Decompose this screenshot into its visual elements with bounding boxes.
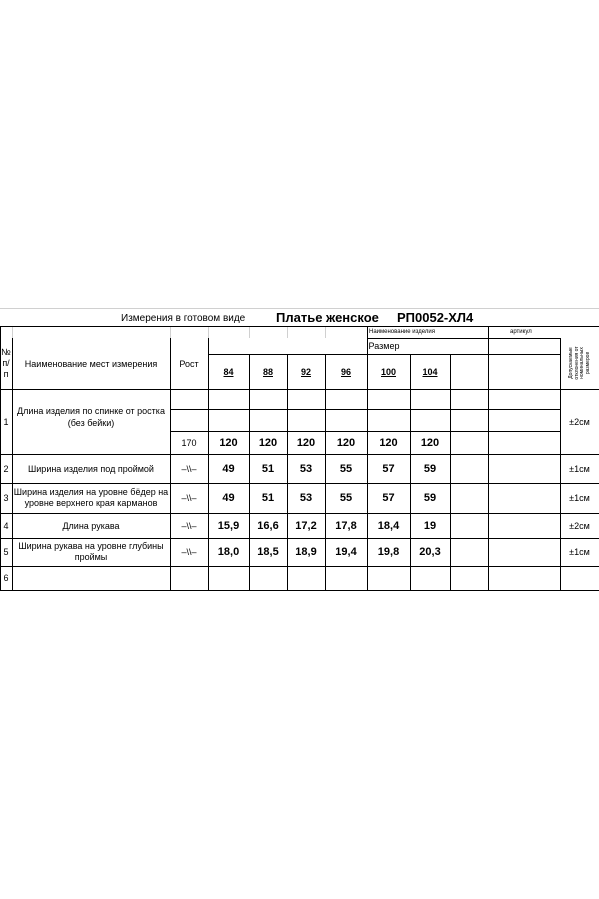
row-4-value: 17,8 (335, 519, 357, 532)
row-3-height: –\\– (181, 493, 197, 503)
article-code: РП0052-ХЛ4 (397, 310, 474, 325)
grid-line (12, 326, 13, 338)
size-100 (367, 362, 410, 382)
row-4-value: 19 (423, 519, 437, 532)
row-4-height: –\\– (181, 520, 197, 531)
row-3-value: 59 (423, 492, 437, 504)
size-84 (208, 362, 249, 382)
measure-label: Измерения в готовом виде (121, 313, 246, 324)
table-border (208, 354, 560, 355)
row-3-value: 53 (299, 492, 313, 504)
row-3-name: Ширина изделия на уровне бёдер на уровне верхнего края карманов (13, 487, 169, 508)
header-tolerance (561, 339, 599, 388)
header-num-text: № п/ п (1, 347, 11, 379)
row-1-tolerance: ±2см (569, 416, 590, 427)
name-caption: Наименование изделия (369, 329, 435, 335)
header-size-group: Размер (368, 341, 400, 351)
row-5-height: –\\– (181, 547, 197, 557)
grid-line (287, 326, 288, 338)
row-5-tolerance: ±1см (569, 547, 590, 557)
size-label: 92 (300, 367, 311, 377)
row-5-value: 18,5 (257, 546, 279, 558)
header-num (0, 338, 12, 389)
header-height: Рост (179, 358, 199, 369)
table-border (450, 354, 451, 590)
product-name: Платье женское (276, 310, 379, 325)
size-88 (249, 362, 287, 382)
row-2-value: 59 (423, 462, 437, 475)
row-2-value: 53 (299, 462, 313, 475)
grid-line (249, 326, 250, 338)
row-4-num: 4 (3, 520, 9, 531)
row-5-value: 18,9 (295, 546, 317, 558)
table-border (488, 326, 489, 590)
size-label: 84 (223, 367, 234, 377)
size-92 (287, 362, 325, 382)
size-104 (410, 362, 450, 382)
row-5-value: 19,4 (335, 546, 357, 558)
article-caption: артикул (510, 329, 532, 335)
grid-line (325, 326, 326, 338)
row-3-value: 57 (382, 492, 395, 504)
grid-line (170, 326, 171, 338)
row-2-value: 57 (382, 462, 395, 475)
row-5-name: Ширина рукава на уровне глубины проймы (18, 541, 164, 562)
table-border (170, 409, 560, 410)
table-border (0, 326, 599, 327)
row-1-value: 120 (379, 436, 398, 449)
tolerance-header-text: Допускаемые отклонения от номинальных размеров (568, 346, 591, 380)
row-4-name: Длина рукава (62, 520, 120, 531)
header-name: Наименование мест измерения (24, 358, 158, 369)
row-1-value: 120 (258, 436, 278, 449)
size-96 (325, 362, 367, 382)
row-2-name: Ширина изделия под проймой (28, 463, 154, 474)
row-3-value: 51 (261, 492, 275, 504)
row-1-value: 120 (336, 436, 356, 449)
row-1-value: 120 (296, 436, 316, 449)
size-label: 100 (380, 367, 397, 377)
row-3-value: 49 (222, 492, 235, 504)
table-border (0, 590, 599, 591)
row-4-tolerance: ±2см (569, 520, 590, 531)
row-1-value: 120 (420, 436, 440, 449)
row-3-value: 55 (339, 492, 353, 504)
row-5-value: 20,3 (419, 546, 441, 558)
table-border (0, 566, 599, 567)
row-4-value: 17,2 (295, 519, 317, 532)
table-border (0, 389, 599, 390)
row-5-value: 19,8 (377, 546, 400, 558)
row-2-value: 49 (222, 462, 235, 475)
row-5-value: 18,0 (217, 546, 240, 558)
size-label: 96 (340, 367, 351, 377)
grid-line (208, 326, 209, 338)
row-3-num: 3 (3, 493, 9, 503)
row-2-tolerance: ±1см (569, 463, 590, 474)
size-label: 88 (262, 367, 273, 377)
size-label: 104 (422, 367, 438, 377)
row-6-num: 6 (3, 573, 9, 583)
row-2-value: 51 (261, 462, 275, 475)
row-1-num: 1 (3, 416, 9, 427)
row-1-height: 170 (181, 437, 197, 448)
row-1-value: 120 (219, 436, 238, 449)
row-4-value: 15,9 (217, 519, 240, 532)
row-2-value: 55 (339, 462, 353, 475)
row-4-value: 16,6 (257, 519, 279, 532)
row-2-height: –\\– (181, 463, 197, 474)
grid-line (0, 308, 599, 309)
row-5-num: 5 (3, 547, 9, 557)
row-3-tolerance: ±1см (569, 493, 590, 503)
row-2-num: 2 (3, 463, 9, 474)
row-1-name: Длина изделия по спинке от ростка (без бейки) (17, 406, 165, 428)
row-4-value: 18,4 (377, 519, 400, 532)
